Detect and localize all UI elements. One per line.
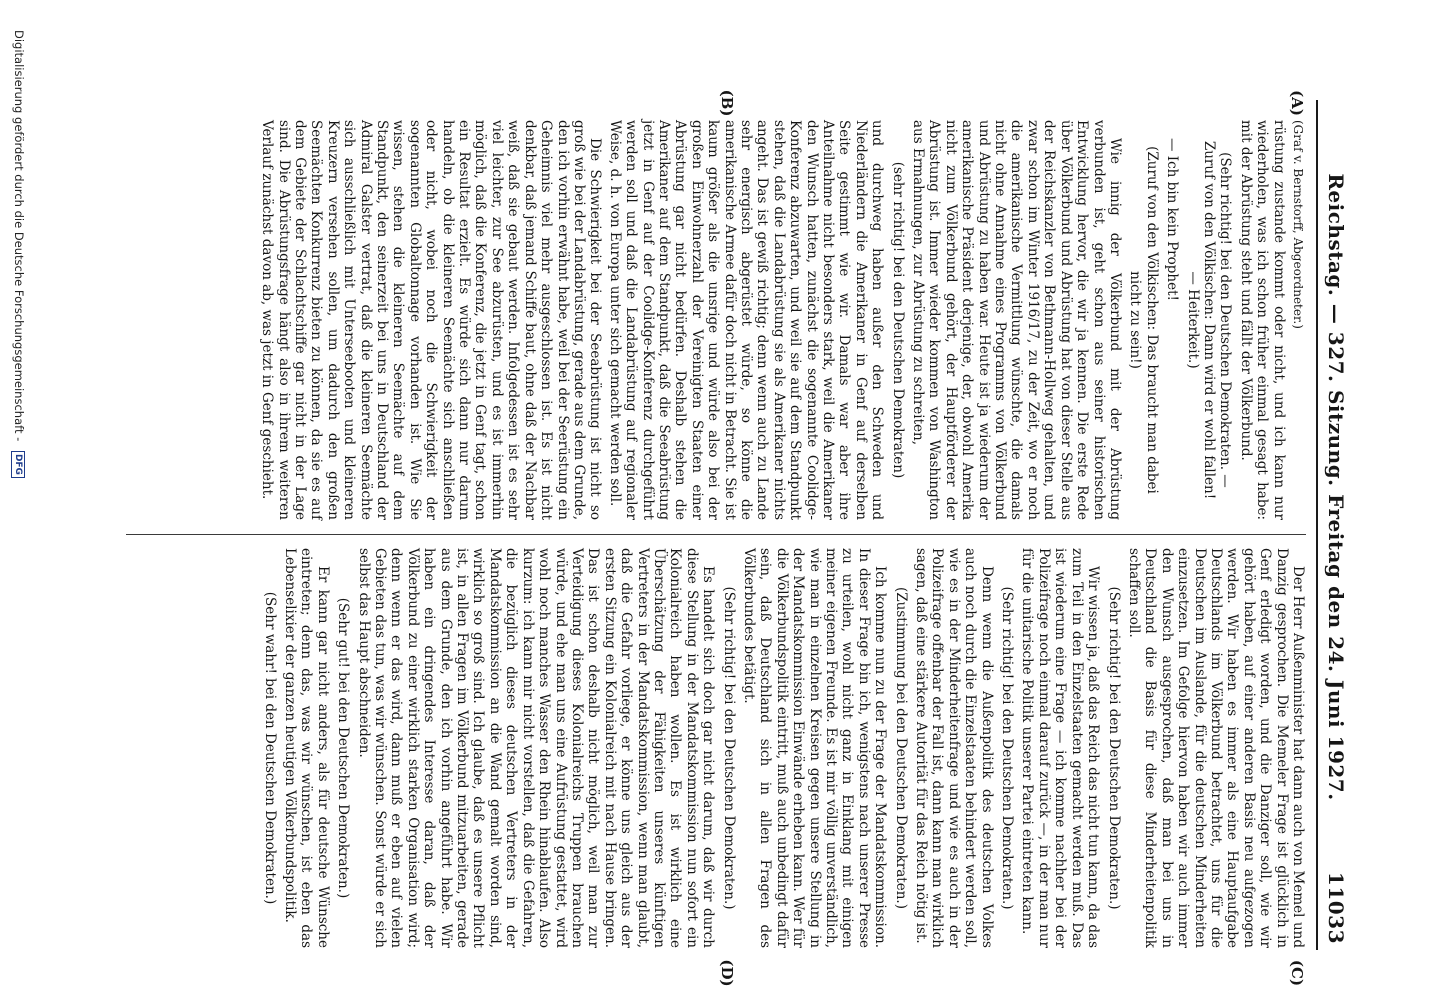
interjection: (Sehr wahr! bei den Deutschen Demokraten.) xyxy=(261,591,278,905)
paragraph: — Ich bin kein Prophet! xyxy=(1164,138,1181,301)
column-divider xyxy=(126,534,1306,535)
interjection: (sehr richtig! bei den Deutschen Demokraten) xyxy=(889,161,906,479)
paragraph: Er kann gar nicht anders, als für deutsche Wünsche eintreten; denn das, was wir wünschen, ist eben das Lebenselixier der ganzen heutigen Völkerbundspolitik. xyxy=(282,548,331,948)
margin-marker-c: (C) xyxy=(1288,959,1306,987)
interjection: (Sehr richtig! bei den Deutschen Demokraten.) xyxy=(1105,586,1122,910)
interjection: (Sehr richtig! bei den Deutschen Demokraten.) xyxy=(720,586,737,910)
footer-credit: Digitalisierung gefördert durch die Deutsche Forschungsgemeinschaft - xyxy=(12,30,26,442)
left-column xyxy=(126,120,1306,520)
paragraph: Wie innig der Völkerbund mit der Abrüstung verbunden ist, geht schon aus seiner historischen Entwicklung hervor, die wir ja kennen. Die erste Rede über Völkerbund und Abrüstung hat von dieser Stelle aus der Reichskanzler von Bethmann-Hollweg gehalten, und zwar schon im Winter 1916/17, zu der Zeit, wo er noch die amerikanische Vermittlung wünschte, die damals nicht ohne Annahme eines Programms von Völkerbund und Abrüstung zu haben war. Heute ist ja wiederum der amerikanische Präsident derjenige, der, obwohl Amerika nicht zum Völkerbund gehört, der Hauptförderer der Abrüstung ist. Immer wieder kommen von Washington aus Ermahnungen, zur Abrüstung zu schreiten, xyxy=(910,120,1123,520)
interjection: (Zustimmung bei den Deutschen Demokraten.) xyxy=(892,587,909,909)
interjection: (Zuruf von den Völkischen: Das braucht man dabei nicht zu sein!) xyxy=(1127,146,1160,494)
digitization-footer xyxy=(6,30,26,970)
page-header xyxy=(1318,100,1354,950)
paragraph: und durchweg haben außer den Schweden und Niederländern die Amerikaner in Genf auf derselben Seite gestimmt wie wir. Damals war aber ihre Anteilnahme nicht besonders stark, weil die Amerikaner den Wunsch hatten, zunächst die sogenannte Coolidge-Konferenz abzuwarten, und weil sie auf dem Standpunkt stehen, daß die Landabrüstung sie als Amerikaner nichts angeht. Das ist gewiß richtig; denn wenn auch zu Lande sehr energisch abgerüstet würde, so könne die amerikanische Armee dafür doch nicht in Betracht. Sie ist kaum größer als die unsrige und würde also bei der großen Einwohnerzahl der Vereinigten Staaten einer Abrüstung gar nicht bedürfen. Deshalb stehen die Amerikaner auf dem Standpunkt, daß die Seeabrüstung jetzt in Genf auf der Coolidge-Konferenz durchgeführt werden soll und daß die Landabrüstung auf regionaler Weise, d. h. von Europa unter sich gemacht werden soll. xyxy=(606,120,886,520)
interjection: (Sehr gut! bei den Deutschen Demokraten.) xyxy=(335,597,352,899)
paragraph: Es handelt sich doch gar nicht darum, daß wir durch diese Stellung in der Mandatskommission nun sofort ein Kolonialreich haben wollen. Es ist wirklich eine Überschätzung der Fähigkeiten unseres künftigen Vertreters in der Mandatskommission, wenn man glaubt, daß die Gefahr vorliege, er könne uns gleich aus der ersten Sitzung ein Kolonialreich mit nach Hause bringen. Das ist schon deshalb nicht möglich, weil man zur Verteidigung dieses Kolonialreichs Truppen brauchen würde, und ehe man uns eine Aufrüstung gestattet, wird wohl noch manches Wasser den Rhein hinablaufen. Also kurzum: ich kann mir nicht vorstellen, daß die Gefahren, die bezüglich dieses deutschen Vertreters in der Mandatskommission an die Wand gemalt worden sind, wirklich so groß sind. Ich glaube, daß es unsere Pflicht ist, in allen Fragen im Völkerbund mitzuarbeiten, gerade aus dem Grunde, den ich vorhin angeführt habe. Wir haben ein dringendes Interesse daran, daß der Völkerbund zu einer wirklich starken Organisation wird; denn wenn er das wird, dann muß er eben auf vielen Gebieten das tun, was wir wünschen. Sonst würde er sich selbst das Haupt abschneiden. xyxy=(355,548,717,948)
speaker-note: (Graf v. Bernstorff, Abgeordneter.) xyxy=(1291,120,1305,329)
margin-marker-a: (A) xyxy=(1288,90,1306,116)
margin-marker-b: (B) xyxy=(718,89,736,117)
interjection: (Sehr richtig! bei den Deutschen Demokraten.) xyxy=(999,586,1016,910)
paragraph: Denn wenn die Außenpolitik des deutschen Volkes auch noch durch die Einzelstaaten behindert werden soll, wie es in der Minderheitenfrage und wie es auch in der Polizeifrage offenbar der Fall ist, dann kann man wirklich sagen, daß eine stärkere Autorität für das Reich nötig ist. xyxy=(913,548,995,948)
paragraph: Ich komme nun zu der Frage der Mandatskommission. In dieser Frage bin ich, wenigstens nach unserer Presse zu urteilen, wohl nicht ganz in Einklang mit einigen meiner eigenen Freunde. Es ist mir völlig unverständlich, wie man in einzelnen Kreisen gegen unsere Stellung in der Mandatskommission Einwände erheben kann. Wer für die Völkerbundspolitik eintritt, muß auch unbedingt dafür sein, daß Deutschland sich in allen Fragen des Völkerbundes betätigt. xyxy=(741,548,889,948)
header-title: Reichstag. — 327. Sitzung. Freitag den 24. Juni 1927. xyxy=(1324,173,1348,801)
dfg-logo: DFG xyxy=(12,451,26,478)
paragraph: Der Herr Außenminister hat dann auch von Memel und Danzig gesprochen. Die Memeler Frage ist glücklich in Genf erledigt worden, und die Danziger soll, wie wir gehört haben, auf einer anderen Basis neu aufgezogen werden. Wir haben es immer als eine Hauptaufgabe Deutschlands im Völkerbund betrachtet, uns für die Deutschen im Auslande, für die deutschen Minderheiten einzusetzen. Im Gefolge hiervon haben wir auch immer den Wunsch ausgesprochen, daß man bei uns in Deutschland die Basis für diese Minderheitenpolitik schaffen soll. xyxy=(1125,548,1306,948)
paragraph: rüstung zustande kommt oder nicht, und ich kann nur wiederholen, was ich schon früher einmal gesagt habe: mit der Abrüstung steht und fällt der Völkerbund. xyxy=(1237,120,1287,520)
right-column xyxy=(126,548,1306,948)
interjection: (Sehr richtig! bei den Deutschen Demokraten. — Zuruf von den Völkischen: Dann wird er wohl fallen! — Heiterkeit.) xyxy=(1184,140,1234,500)
margin-marker-d: (D) xyxy=(718,959,736,987)
page-number: 11033 xyxy=(1324,871,1348,944)
paragraph: Wir wissen ja, daß das Reich das nicht tun kann, da das zum Teil in den Einzelstaaten gemacht werden muß. Das ist wiederum eine Frage — ich komme nachher bei der Polizeifrage noch einmal darauf zurück —, in der man nur für die unitarische Politik unserer Partei eintreten kann. xyxy=(1019,548,1102,948)
paragraph: Die Schwierigkeit bei der Seeabrüstung ist nicht so groß wie bei der Landabrüstung, gerade aus dem Grunde, den ich vorhin erwähnt habe, weil bei der Seerüstung ein Geheimnis viel mehr ausgeschlossen ist. Es ist nicht denkbar, daß jemand Schiffe baut, ohne daß der Nachbar weiß, daß sie gebaut werden. Infolgedessen ist es sehr viel leichter, zur See abzurüsten, und es ist immerhin möglich, daß die Konferenz, die jetzt in Genf tagt, schon ein Resultat erzielt. Es würde sich dann nur darum handeln, ob die kleineren Seemächte sich anschließen oder nicht, wobei noch die Schwierigkeit der sogenannten Globaltonnage vorhanden ist. Wie Sie wissen, stehen die kleineren Seemächte auf dem Standpunkt, den seinerzeit bei uns in Deutschland der Admiral Galster vertrat, daß die kleineren Seemächte sich ausschließlich mit Unterseebooten und kleineren Kreuzern versehen sollen, um dadurch den großen Seemächten Konkurrenz bieten zu können, da sie es auf dem Gebiete der Schlachtschiffe gar nicht in der Lage sind. Die Abrüstungsfrage hängt also in ihrem weiteren Verlauf zunächst davon ab, was jetzt in Genf geschieht. xyxy=(259,120,604,520)
header-rule xyxy=(1316,100,1318,950)
